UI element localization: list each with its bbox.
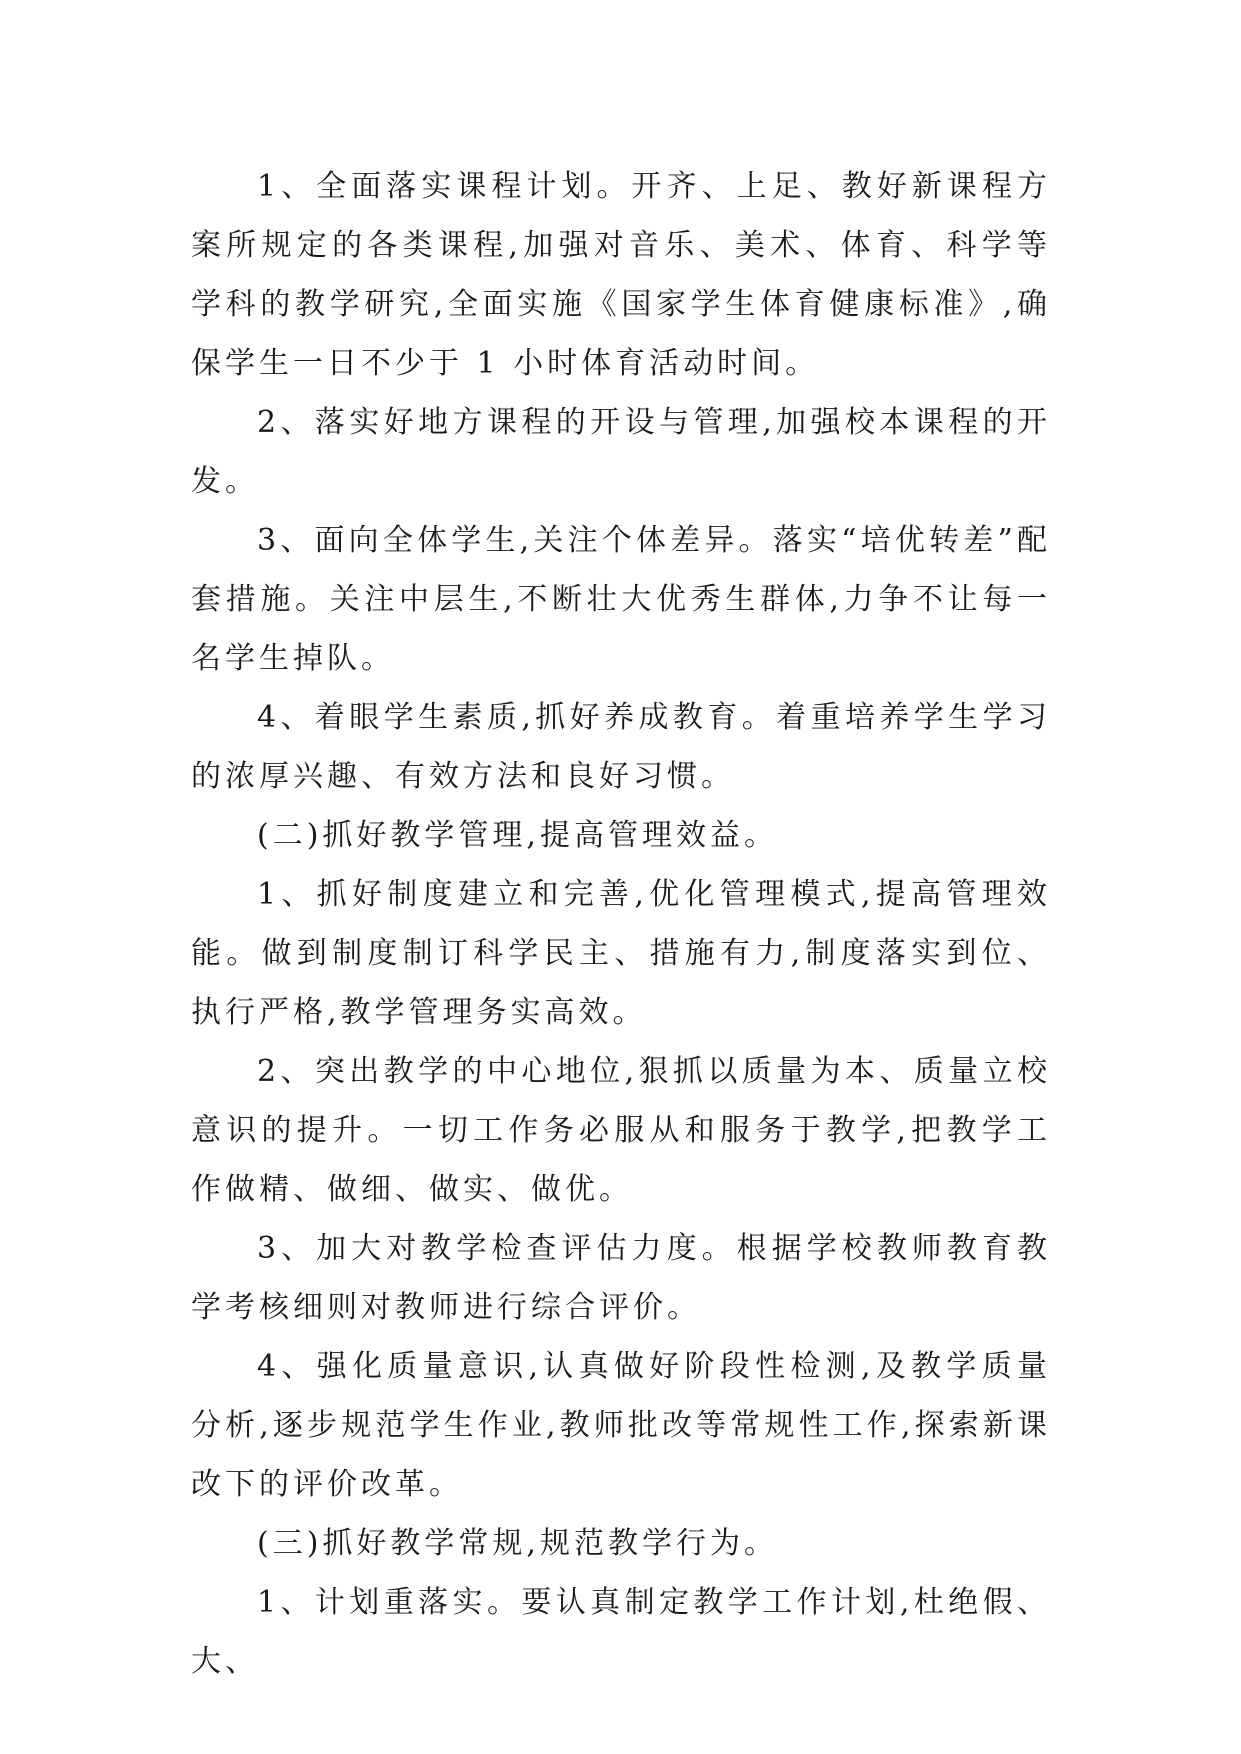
paragraph-4: 4、着眼学生素质,抓好养成教育。着重培养学生学习的浓厚兴趣、有效方法和良好习惯。 bbox=[191, 700, 1051, 794]
section-heading-3: (三)抓好教学常规,规范教学行为。 bbox=[257, 1526, 778, 1561]
paragraph-6: 2、突出教学的中心地位,狠抓以质量为本、质量立校意识的提升。一切工作务必服从和服务于教学,把教学工作做精、做细、做实、做优。 bbox=[191, 1054, 1051, 1207]
section-heading-2: (二)抓好教学管理,提高管理效益。 bbox=[257, 818, 778, 853]
paragraph-1: 1、全面落实课程计划。开齐、上足、教好新课程方案所规定的各类课程,加强对音乐、美术、体育、科学等学科的教学研究,全面实施《国家学生体育健康标准》,确保学生一日不少于 1 小时体育活动时间。 bbox=[191, 169, 1051, 381]
paragraph-7: 3、加大对教学检查评估力度。根据学校教师教育教学考核细则对教师进行综合评价。 bbox=[191, 1231, 1051, 1325]
paragraph-8: 4、强化质量意识,认真做好阶段性检测,及教学质量分析,逐步规范学生作业,教师批改等常规性工作,探索新课改下的评价改革。 bbox=[191, 1349, 1051, 1502]
paragraph-5: 1、抓好制度建立和完善,优化管理模式,提高管理效能。做到制度制订科学民主、措施有力,制度落实到位、执行严格,教学管理务实高效。 bbox=[191, 877, 1051, 1030]
paragraph-2: 2、落实好地方课程的开设与管理,加强校本课程的开发。 bbox=[191, 405, 1051, 499]
paragraph-9: 1、计划重落实。要认真制定教学工作计划,杜绝假、大、 bbox=[191, 1585, 1051, 1679]
document-body bbox=[191, 157, 1051, 1691]
paragraph-3: 3、面向全体学生,关注个体差异。落实“培优转差”配套措施。关注中层生,不断壮大优秀生群体,力争不让每一名学生掉队。 bbox=[191, 523, 1051, 676]
